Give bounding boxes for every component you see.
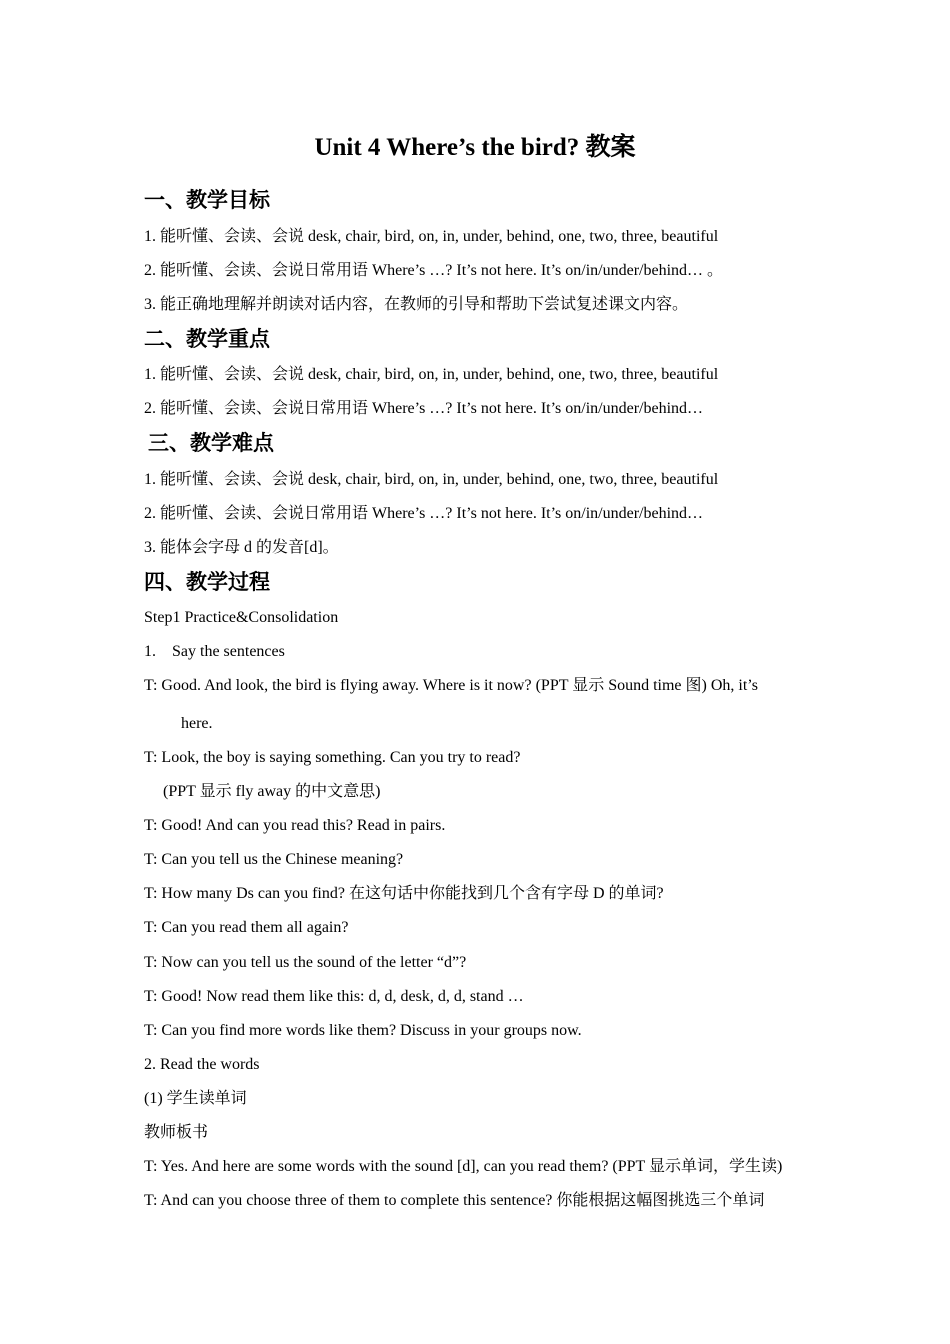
process-line: T: Yes. And here are some words with the sound [d], can you read them? (PPT 显示单词，学生读) — [144, 1158, 783, 1175]
process-line: T: Good! And can you read this? Read in pairs. — [144, 817, 446, 834]
process-line: (1) 学生读单词 — [144, 1090, 247, 1107]
process-line: T: And can you choose three of them to complete this sentence? 你能根据这幅图挑选三个单词 — [144, 1192, 765, 1209]
objective-item-2: 2. 能听懂、会读、会说日常用语 Where’s …? It’s not here. It’s on/in/under/behind… 。 — [144, 262, 724, 279]
process-line: T: Look, the boy is saying something. Can you try to read? — [144, 749, 521, 766]
process-line: here. — [181, 715, 213, 732]
difficulty-item-1: 1. 能听懂、会读、会说 desk, chair, bird, on, in, under, behind, one, two, three, beautiful — [144, 471, 719, 488]
process-line: 2. Read the words — [144, 1056, 260, 1073]
process-line: T: Can you read them all again? — [144, 919, 349, 936]
document-title: Unit 4 Where’s the bird? 教案 — [314, 134, 636, 161]
process-line: 1. Say the sentences — [144, 643, 285, 660]
section-heading-process: 四、教学过程 — [144, 570, 270, 594]
difficulty-item-2: 2. 能听懂、会读、会说日常用语 Where’s …? It’s not here. It’s on/in/under/behind… — [144, 505, 704, 522]
section-heading-difficulties: 三、教学难点 — [148, 431, 274, 455]
section-heading-key-points: 二、教学重点 — [144, 327, 270, 351]
process-line: T: Good! Now read them like this: d, d, desk, d, d, stand … — [144, 988, 524, 1005]
process-line: T: How many Ds can you find? 在这句话中你能找到几个含有字母 D 的单词? — [144, 885, 664, 902]
difficulty-item-3: 3. 能体会字母 d 的发音[d]。 — [144, 539, 339, 556]
key-point-item-2: 2. 能听懂、会读、会说日常用语 Where’s …? It’s not here. It’s on/in/under/behind… — [144, 400, 704, 417]
key-point-item-1: 1. 能听懂、会读、会说 desk, chair, bird, on, in, under, behind, one, two, three, beautiful — [144, 366, 719, 383]
process-line: (PPT 显示 fly away 的中文意思) — [163, 783, 381, 800]
process-line: T: Good. And look, the bird is flying away. Where is it now? (PPT 显示 Sound time 图) Oh, it’s — [144, 677, 758, 694]
process-line: T: Can you tell us the Chinese meaning? — [144, 851, 404, 868]
objective-item-3: 3. 能正确地理解并朗读对话内容，在教师的引导和帮助下尝试复述课文内容。 — [144, 296, 689, 313]
section-heading-objectives: 一、教学目标 — [144, 188, 270, 212]
process-line: T: Can you find more words like them? Discuss in your groups now. — [144, 1022, 582, 1039]
process-line: Step1 Practice&Consolidation — [144, 609, 339, 626]
objective-item-1: 1. 能听懂、会读、会说 desk, chair, bird, on, in, under, behind, one, two, three, beautiful — [144, 228, 719, 245]
process-line: T: Now can you tell us the sound of the letter “d”? — [144, 954, 467, 971]
process-line: 教师板书 — [144, 1124, 209, 1141]
